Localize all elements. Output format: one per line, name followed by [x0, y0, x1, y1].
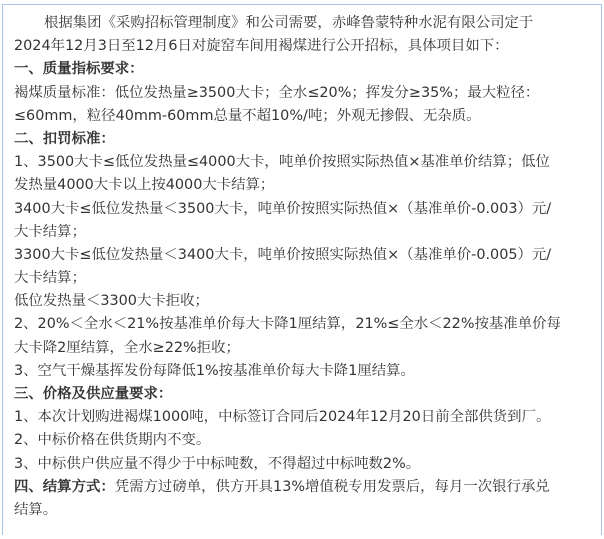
intro-line-1: 根据集团《采购招标管理制度》和公司需要，赤峰鲁蒙特种水泥有限公司定于 — [44, 15, 534, 31]
section-2-line: 大卡结算； — [14, 223, 86, 240]
section-4-line-2: 结算。 — [14, 501, 58, 518]
document-body — [14, 12, 594, 522]
section-2-line: 发热量4000大卡以上按4000大卡结算； — [14, 177, 275, 194]
section-2-line: 1、3500大卡≤低位发热量≤4000大卡，吨单价按照实际热值×基准单价结算；低位 — [14, 154, 550, 171]
section-3-line: 2、中标价格在供货期内不变。 — [14, 432, 211, 449]
section-1-heading: 一、质量指标要求： — [14, 61, 144, 78]
section-2-line: 2、20%＜全水＜21%按基准单价每大卡降1厘结算，21%≤全水＜22%按基准单价每 — [14, 316, 561, 333]
section-3-heading: 三、价格及供应量要求： — [14, 386, 173, 402]
section-2-line: 3400大卡≤低位发热量＜3500大卡，吨单价按照实际热值×（基准单价-0.003）元/ — [14, 200, 552, 217]
section-2-heading: 二、扣罚标准： — [14, 130, 115, 147]
section-2-line: 大卡结算； — [14, 270, 86, 287]
section-1-line-2: ≤60mm，粒径40mm-60mm总量不超10%/吨；外观无掺假、无杂质。 — [14, 107, 481, 124]
section-3-line: 1、本次计划购进褐煤1000吨，中标签订合同后2024年12月20日前全部供货到厂。 — [14, 409, 551, 426]
section-2-line: 3300大卡≤低位发热量＜3400大卡，吨单价按照实际热值×（基准单价-0.005）元/ — [14, 246, 552, 263]
section-2-line: 大卡降2厘结算，全水≥22%拒收； — [14, 339, 240, 356]
section-4-heading: 四、结算方式： — [14, 478, 115, 495]
section-4-line-1 — [14, 476, 594, 499]
section-3-line: 3、中标供户供应量不得少于中标吨数，不得超过中标吨数2%。 — [14, 455, 421, 472]
section-1-line-1: 褐煤质量标准：低位发热量≥3500大卡；全水≤20%；挥发分≥35%；最大粒径： — [14, 84, 540, 101]
section-2-line: 低位发热量＜3300大卡拒收； — [14, 293, 209, 310]
section-4-text: 凭需方过磅单，供方开具13%增值税专用发票后，每月一次银行承兑 — [114, 478, 550, 495]
section-2-line: 3、空气干燥基挥发份每降低1%按基准单价每大卡降1厘结算。 — [14, 362, 415, 379]
intro-line-2: 2024年12月3日至12月6日对旋窑车间用褐煤进行公开招标，具体项目如下： — [14, 38, 509, 55]
